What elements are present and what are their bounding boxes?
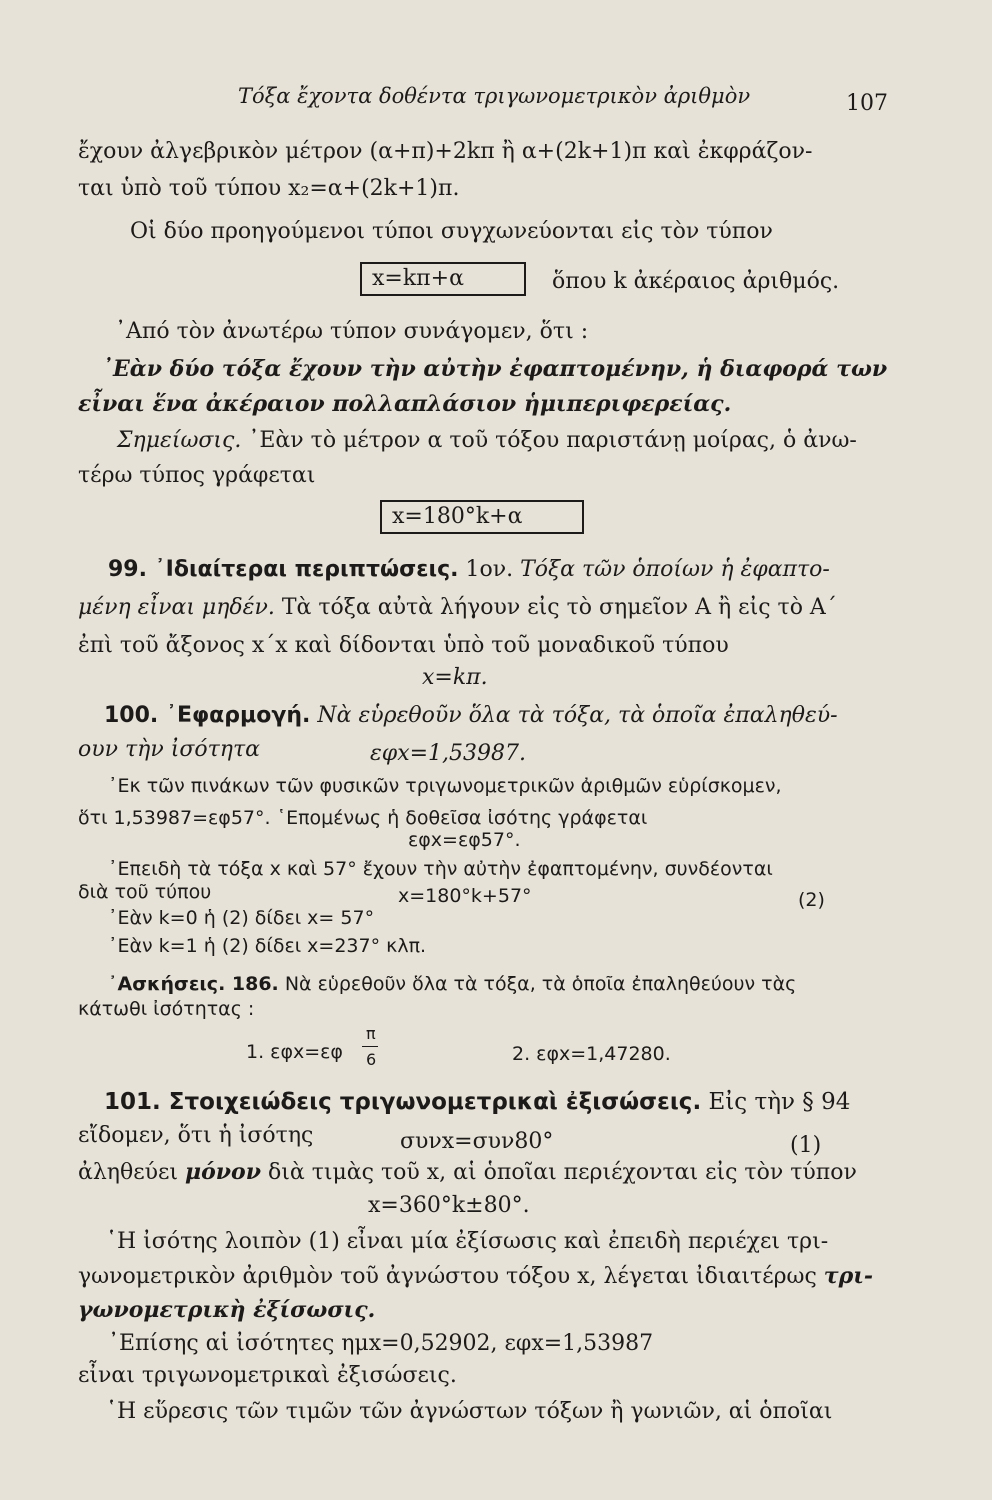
running-title: Τόξα ἔχοντα δοθέντα τριγωνομετρικὸν ἀριθμὸν bbox=[238, 84, 751, 108]
note-text: ᾿Εὰν τὸ μέτρον α τοῦ τόξου παριστάνῃ μοίρας, ὁ ἀνω- bbox=[241, 428, 857, 453]
exercise-text: Νὰ εὑρεθοῦν ὅλα τὰ τόξα, τὰ ὁποῖα ἐπαληθεύουν τὰς bbox=[278, 973, 797, 995]
formula: εφx=1,53987. bbox=[370, 741, 527, 766]
section-text: Εἰς τὴν § 94 bbox=[701, 1089, 851, 1115]
text-line bbox=[78, 1262, 873, 1291]
formula-line: x=kπ. bbox=[422, 665, 488, 690]
text-line: εἶναι τριγωνομετρικαὶ ἐξισώσεις. bbox=[78, 1363, 457, 1388]
text-line: ᾿Εὰν k=1 ἡ (2) δίδει x=237° κλπ. bbox=[108, 935, 427, 957]
formula: συνx=συν80° bbox=[400, 1129, 554, 1154]
italic-text: μένη εἶναι μηδέν. bbox=[78, 595, 275, 620]
text: ἀληθεύει bbox=[78, 1160, 186, 1185]
text-line: ῾Η ἰσότης λοιπὸν (1) εἶναι μία ἐξίσωσις καὶ ἐπειδὴ περιέχει τρι- bbox=[106, 1229, 829, 1254]
exercise-line bbox=[108, 970, 796, 998]
page-number: 107 bbox=[846, 91, 888, 116]
section-heading bbox=[104, 1088, 850, 1116]
emphasis: μόνον bbox=[185, 1159, 261, 1185]
fraction-numerator: π bbox=[366, 1024, 376, 1043]
text: Τὰ τόξα αὐτὰ λήγουν εἰς τὸ σημεῖον Α ἢ εἰς τὸ Α΄ bbox=[274, 595, 837, 620]
text-line: ὅτι 1,53987=εφ57°. ῾Επομένως ἡ δοθεῖσα ἰσότης γράφεται bbox=[78, 807, 648, 829]
exercise-item: 1. εφx=εφ bbox=[246, 1041, 343, 1063]
section-title: ᾿Εφαρμογή. bbox=[158, 703, 311, 728]
theorem-line: εἶναι ἕνα ἀκέραιον πολλαπλάσιον ἡμιπεριφερείας. bbox=[78, 391, 732, 417]
text-line: εἴδομεν, ὅτι ἡ ἰσότης bbox=[78, 1123, 314, 1148]
text-line: ᾿Επίσης αἱ ἰσότητες ημx=0,52902, εφx=1,53987 bbox=[108, 1331, 654, 1356]
fraction-denominator: 6 bbox=[366, 1050, 377, 1069]
note-line bbox=[117, 427, 857, 455]
text-line: ῾Η εὕρεσις τῶν τιμῶν τῶν ἀγνώστων τόξων ἢ γωνιῶν, αἱ ὁποῖαι bbox=[106, 1399, 833, 1424]
formula-line: x=360°k±80°. bbox=[368, 1193, 530, 1218]
theorem-line: ᾿Εὰν δύο τόξα ἔχουν τὴν αὐτὴν ἐφαπτομένην, ἡ διαφορά των bbox=[102, 356, 888, 382]
text-line: Οἱ δύο προηγούμενοι τύποι συγχωνεύονται εἰς τὸν τύπον bbox=[130, 219, 773, 244]
equation-number: (2) bbox=[798, 889, 825, 911]
equation-number: (1) bbox=[790, 1133, 822, 1158]
text: γωνομετρικὸν ἀριθμὸν τοῦ ἀγνώστου τόξου x, λέγεται ἰδιαιτέρως bbox=[78, 1264, 824, 1289]
text-line: ται ὑπὸ τοῦ τύπου x₂=α+(2k+1)π. bbox=[78, 176, 460, 201]
text-line: ᾿Εκ τῶν πινάκων τῶν φυσικῶν τριγωνομετρικῶν ἀριθμῶν εὑρίσκομεν, bbox=[108, 775, 782, 797]
section-number: 101. bbox=[104, 1089, 161, 1115]
section-number: 100. bbox=[104, 703, 159, 728]
formula-note: ὅπου k ἀκέραιος ἀριθμός. bbox=[552, 269, 840, 294]
section-text-italic: Νὰ εὑρεθοῦν ὅλα τὰ τόξα, τὰ ὁποῖα ἐπαληθεύ- bbox=[310, 703, 838, 728]
formula-line: εφx=εφ57°. bbox=[408, 829, 521, 851]
text-line: ἔχουν ἀλγεβρικὸν μέτρον (α+π)+2kπ ἢ α+(2k+1)π καὶ ἐκφράζον- bbox=[78, 139, 813, 164]
text-line: ουν τὴν ἰσότητα bbox=[78, 737, 260, 762]
section-number: 99. bbox=[108, 557, 147, 582]
emphasis-line: γωνομετρικὴ ἐξίσωσις. bbox=[78, 1297, 376, 1323]
text: διὰ τιμὰς τοῦ x, αἱ ὁποῖαι περιέχονται εἰς τὸν τύπον bbox=[261, 1160, 857, 1185]
section-title: Στοιχειώδεις τριγωνομετρικαὶ ἐξισώσεις. bbox=[160, 1089, 702, 1115]
exercise-label: ᾿Ασκήσεις. 186. bbox=[108, 973, 279, 995]
emphasis: τρι- bbox=[823, 1263, 873, 1289]
fraction-bar bbox=[362, 1046, 378, 1047]
section-text-italic: Τόξα τῶν ὁποίων ἡ ἐφαπτο- bbox=[513, 557, 830, 582]
text-line: ἐπὶ τοῦ ἄξονος x΄x καὶ δίδονται ὑπὸ τοῦ μοναδικοῦ τύπου bbox=[78, 633, 729, 658]
text-line: ᾿Από τὸν ἀνωτέρω τύπον συνάγομεν, ὅτι : bbox=[115, 319, 589, 344]
text-line: ᾿Επειδὴ τὰ τόξα x καὶ 57° ἔχουν τὴν αὐτὴν ἐφαπτομένην, συνδέονται bbox=[108, 858, 773, 880]
section-heading bbox=[108, 556, 830, 584]
section-heading bbox=[104, 702, 838, 730]
section-title: ᾿Ιδιαίτεραι περιπτώσεις. bbox=[146, 557, 459, 582]
text-line: ᾿Εὰν k=0 ἡ (2) δίδει x= 57° bbox=[108, 907, 375, 929]
text-line: διὰ τοῦ τύπου bbox=[78, 881, 212, 903]
text-line: τέρω τύπος γράφεται bbox=[78, 463, 316, 488]
text-line bbox=[78, 1158, 857, 1187]
formula-box: x=kπ+α bbox=[360, 262, 526, 296]
formula: x=180°k+57° bbox=[398, 885, 532, 907]
note-label: Σημείωσις. bbox=[117, 428, 242, 453]
text-line bbox=[78, 594, 837, 622]
section-text: 1ον. bbox=[458, 557, 514, 582]
exercise-item: 2. εφx=1,47280. bbox=[512, 1043, 671, 1065]
formula-box: x=180°k+α bbox=[380, 500, 584, 534]
text-line: κάτωθι ἰσότητας : bbox=[78, 998, 255, 1020]
